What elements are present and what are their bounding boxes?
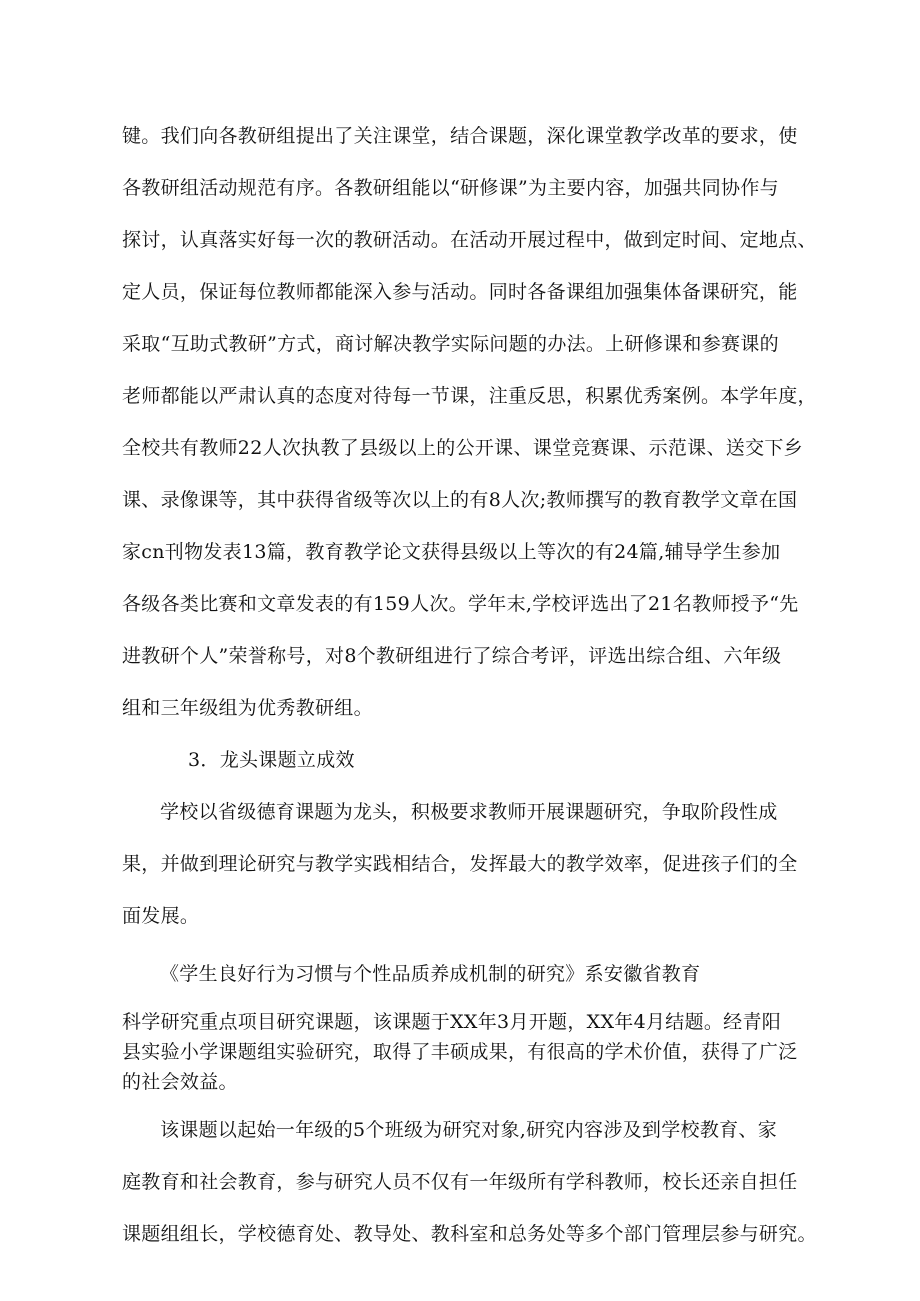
- paragraph-line: 该课题以起始一年级的5个班级为研究对象,研究内容涉及到学校教育、家: [160, 1119, 778, 1141]
- paragraph-line: 家cn刊物发表13篇，教育教学论文获得县级以上等次的有24篇,辅导学生参加: [122, 541, 781, 563]
- paragraph-line: 果，并做到理论研究与教学实践相结合，发挥最大的教学效率，促进孩子们的全: [122, 853, 798, 875]
- paragraph-line: 的社会效益。: [122, 1071, 238, 1093]
- paragraph-line: 各级各类比赛和文章发表的有159人次。学年末,学校评选出了21名教师授予“先: [122, 593, 799, 615]
- paragraph-line: 各教研组活动规范有序。各教研组能以“研修课”为主要内容，加强共同协作与: [122, 177, 779, 199]
- paragraph-line: 全校共有教师22人次执教了县级以上的公开课、课堂竞赛课、示范课、送交下乡: [122, 437, 803, 459]
- paragraph-line: 探讨，认真落实好每一次的教研活动。在活动开展过程中，做到定时间、定地点、: [122, 229, 817, 251]
- paragraph-line: 《学生良好行为习惯与个性品质养成机制的研究》系安徽省教育: [160, 963, 701, 985]
- paragraph-line: 科学研究重点项目研究课题，该课题于XX年3月开题，XX年4月结题。经青阳: [122, 1011, 782, 1033]
- paragraph-line: 采取“互助式教研”方式，商讨解决教学实际问题的办法。上研修课和参赛课的: [122, 333, 779, 355]
- paragraph-line: 组和三年级组为优秀教研组。: [122, 697, 373, 719]
- paragraph-line: 课、录像课等，其中获得省级等次以上的有8人次;教师撰写的教育教学文章在国: [122, 489, 798, 511]
- paragraph-line: 老师都能以严肃认真的态度对待每一节课，注重反思，积累优秀案例。本学年度，: [122, 385, 817, 407]
- paragraph-line: 面发展。: [122, 905, 200, 927]
- paragraph-line: 学校以省级德育课题为龙头，积极要求教师开展课题研究，争取阶段性成: [160, 801, 778, 823]
- paragraph-line: 课题组组长，学校德育处、教导处、教科室和总务处等多个部门管理层参与研究。: [122, 1223, 817, 1245]
- paragraph-line: 定人员，保证每位教师都能深入参与活动。同时各备课组加强集体备课研究，能: [122, 281, 798, 303]
- paragraph-line: 庭教育和社会教育，参与研究人员不仅有一年级所有学科教师，校长还亲自担任: [122, 1171, 798, 1193]
- section-heading: 3．龙头课题立成效: [188, 749, 355, 771]
- paragraph-line: 键。我们向各教研组提出了关注课堂，结合课题，深化课堂教学改革的要求，使: [122, 125, 798, 147]
- paragraph-line: 县实验小学课题组实验研究，取得了丰硕成果，有很高的学术价值，获得了广泛: [122, 1041, 798, 1063]
- paragraph-line: 进教研个人”荣誉称号，对8个教研组进行了综合考评，评选出综合组、六年级: [122, 645, 782, 667]
